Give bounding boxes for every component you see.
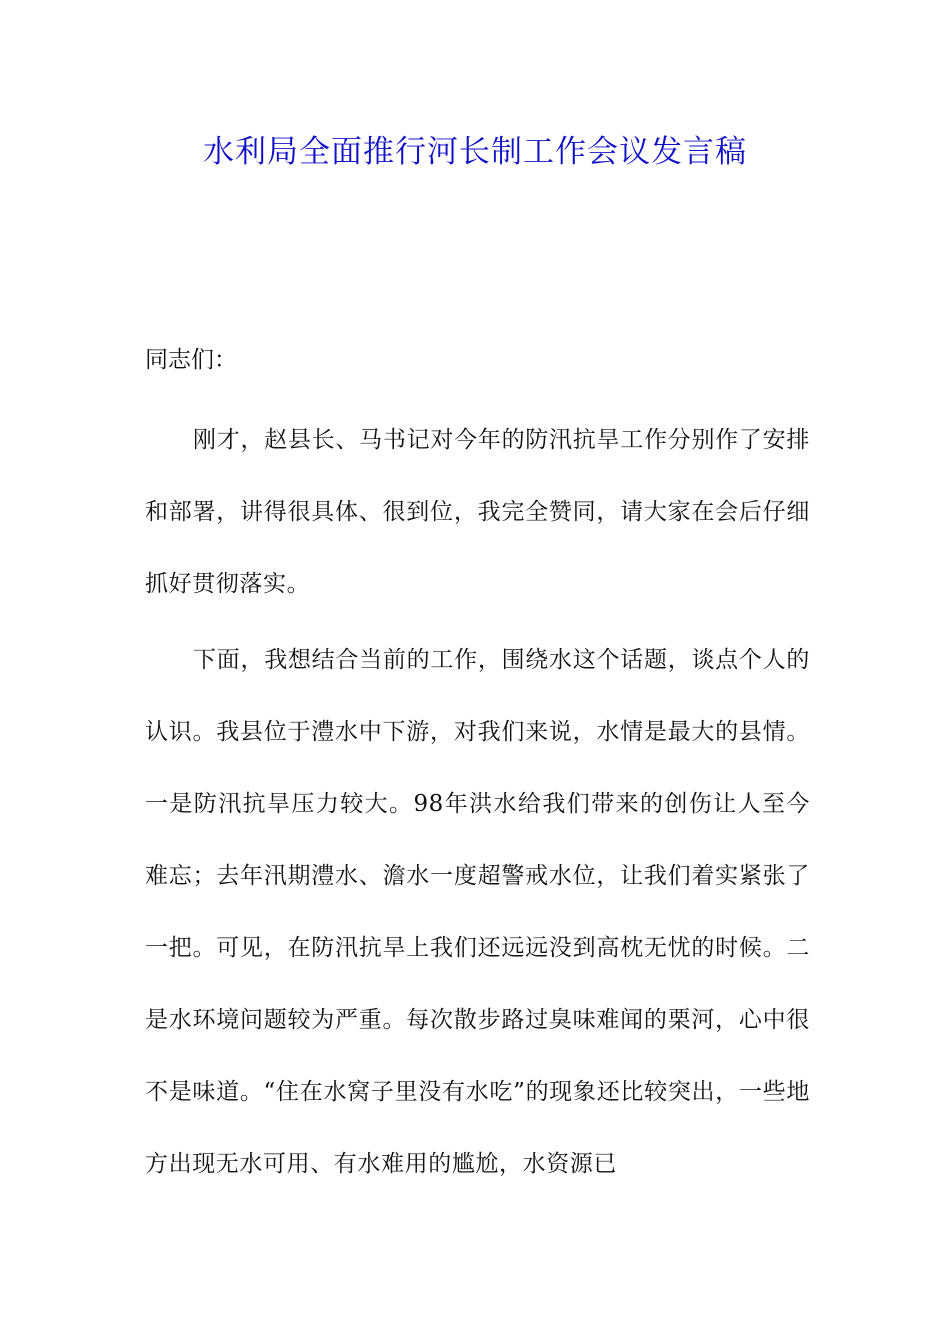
salutation: 同志们：: [145, 347, 237, 373]
paragraph-2: 下面，我想结合当前的工作，围绕水这个话题，谈点个人的认识。我县位于澧水中下游，对我们来说，水情是最大的县情。一是防汛抗旱压力较大。98年洪水给我们带来的创伤让人至今难忘；去年汛期澧水、澹水一度超警戒水位，让我们着实紧张了一把。可见，在防汛抗旱上我们还远远没到高枕无忧的时候。二是水环境问题较为严重。每次散步路过臭味难闻的栗河，心中很不是味道。“住在水窝子里没有水吃”的现象还比较突出，一些地方出现无水可用、有水难用的尴尬，水资源已: [145, 647, 810, 1177]
paragraph-1: 刚才，赵县长、马书记对今年的防汛抗旱工作分别作了安排和部署，讲得很具体、很到位，我完全赞同，请大家在会后仔细抓好贯彻落实。: [145, 427, 810, 597]
document-title: 水利局全面推行河长制工作会议发言稿: [203, 134, 747, 170]
